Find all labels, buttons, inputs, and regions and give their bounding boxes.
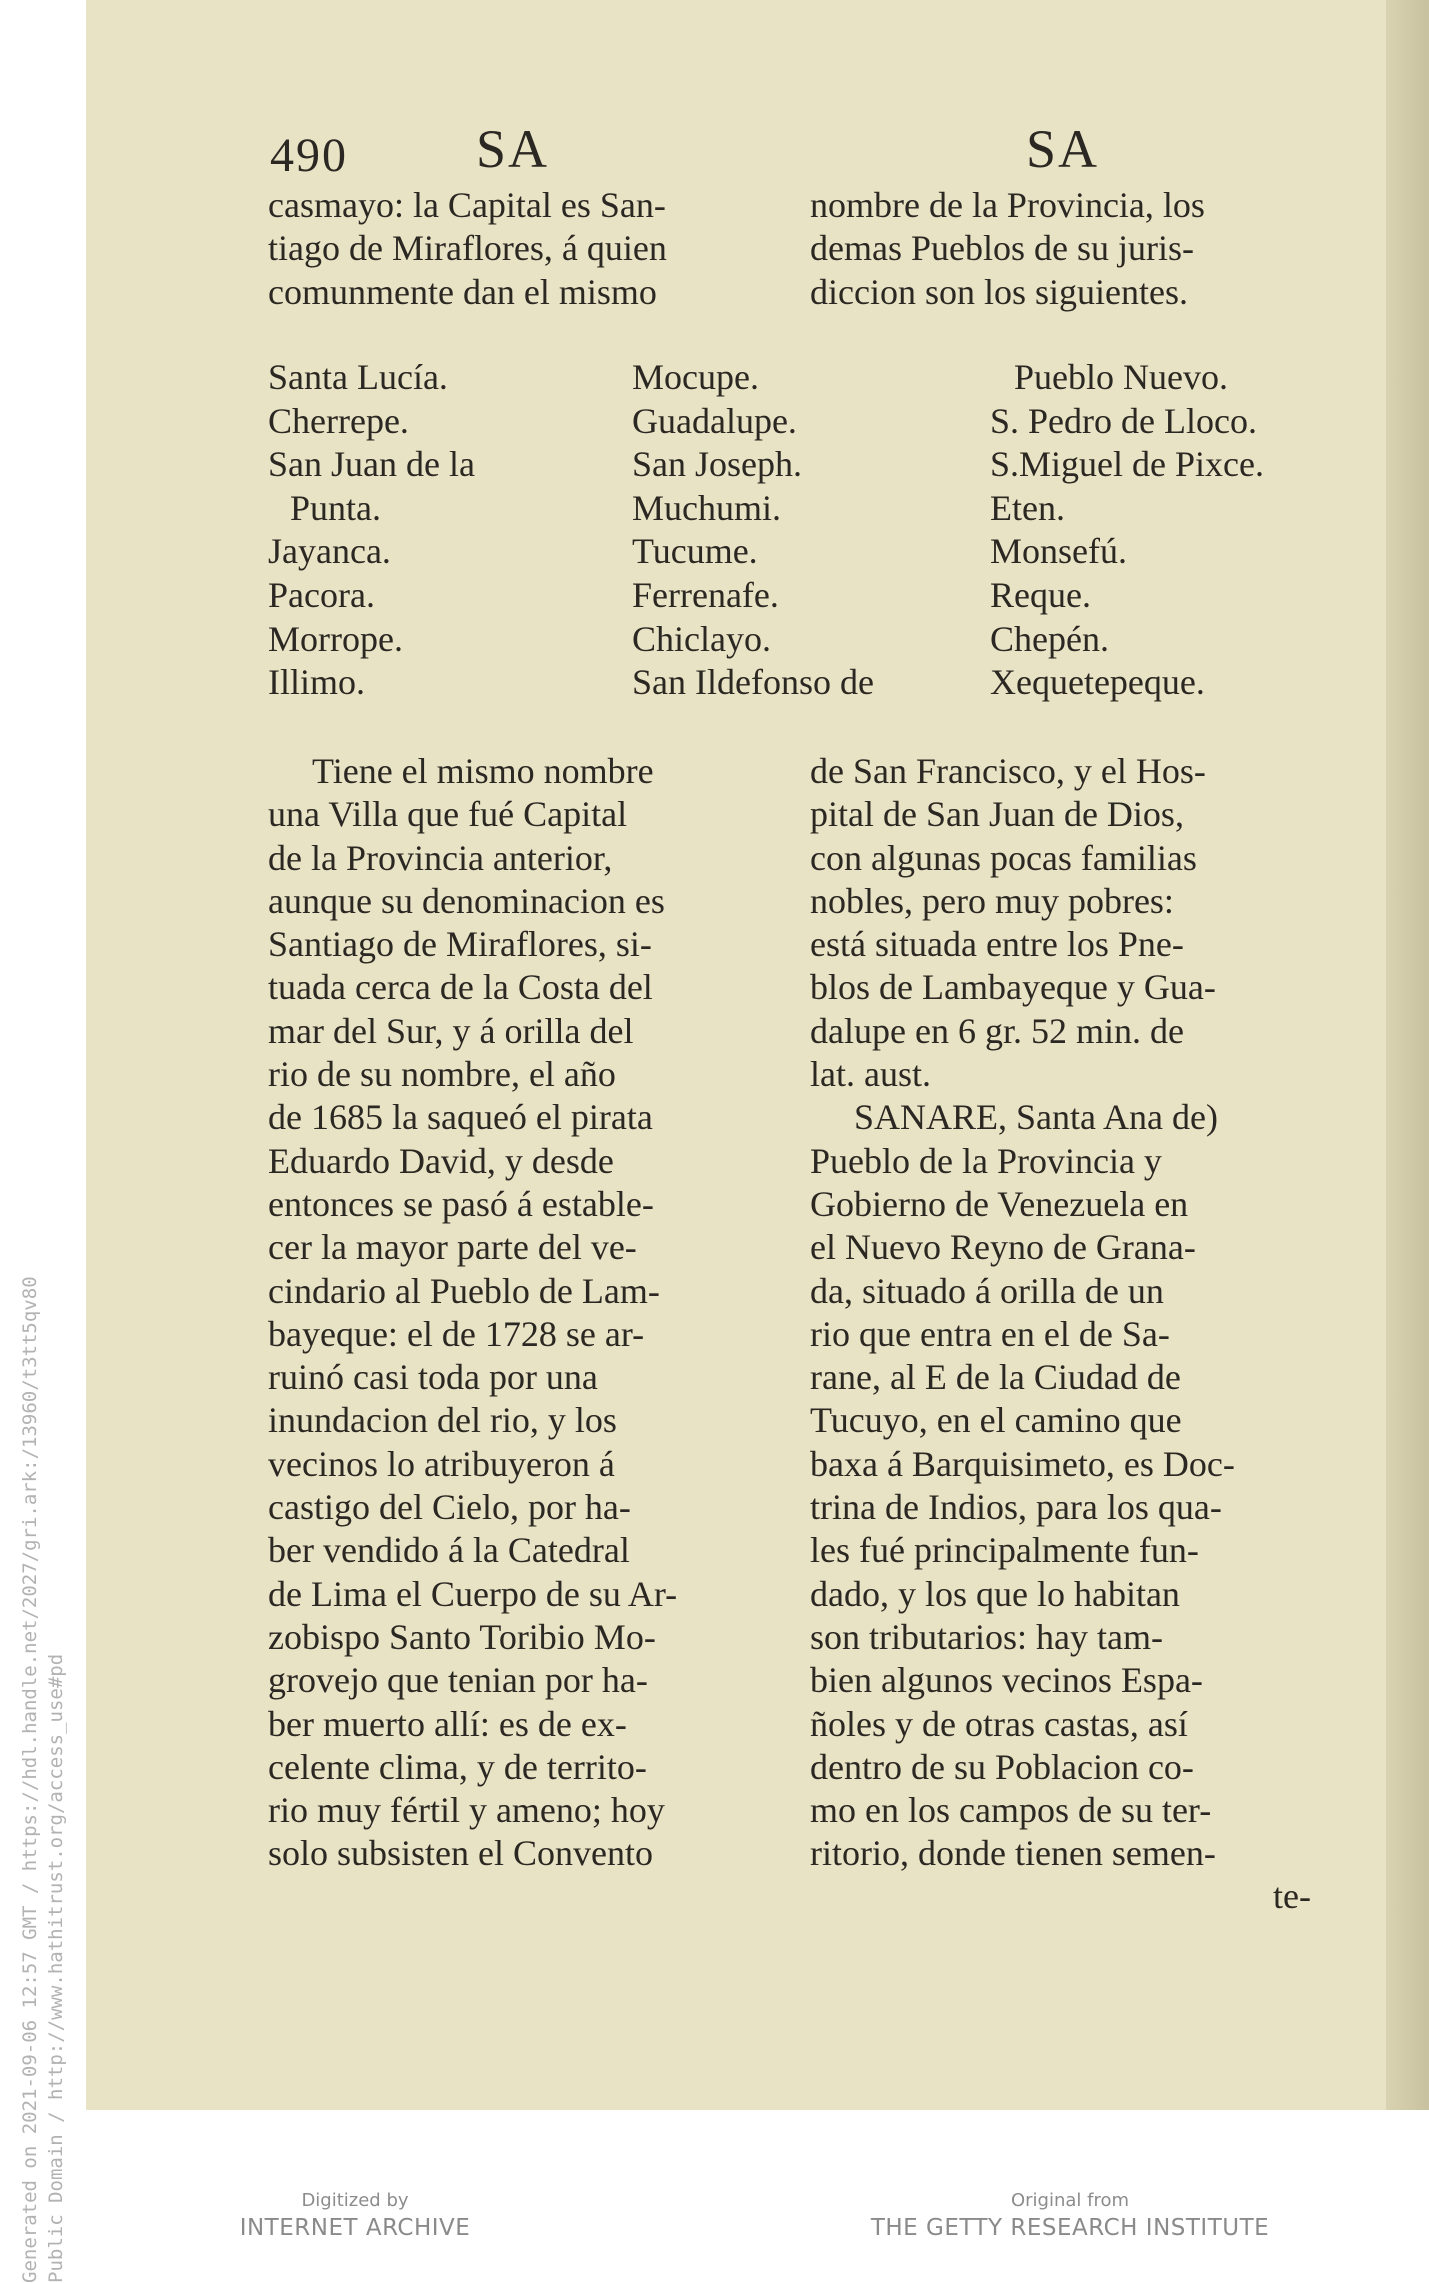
text-line: inundacion del rio, y los bbox=[268, 1400, 617, 1441]
intro-left-column bbox=[268, 184, 768, 314]
text-line: de San Francisco, y el Hos- bbox=[810, 751, 1206, 791]
text-line: celente clima, y de territo- bbox=[268, 1746, 647, 1787]
text-line: aunque su denominacion es bbox=[268, 880, 665, 921]
town-name: San Juan de la bbox=[268, 444, 475, 485]
text-line: dalupe en 6 gr. 52 min. de bbox=[810, 1010, 1184, 1051]
watermark-line-2: Public Domain / http://www.hathitrust.org/access_use#pd bbox=[45, 1653, 67, 2283]
text-line: cer la mayor parte del ve- bbox=[268, 1227, 637, 1268]
text-line: Gobierno de Venezuela en bbox=[810, 1183, 1189, 1224]
text-line: trina de Indios, para los qua- bbox=[810, 1487, 1222, 1528]
watermark-line-1: Generated on 2021-09-06 12:57 GMT / https://hdl.handle.net/2027/gri.ark:/13960/t3tt5qv80 bbox=[19, 1276, 41, 2283]
footer-internet-archive: INTERNET ARCHIVE bbox=[239, 2215, 471, 2241]
text-line: bayeque: el de 1728 se ar- bbox=[268, 1313, 645, 1354]
text-line: les fué principalmente fun- bbox=[810, 1530, 1199, 1571]
side-watermark bbox=[17, 1063, 83, 2283]
text-line: de 1685 la saqueó el pirata bbox=[268, 1097, 653, 1138]
footer-digitized-label: Digitized by bbox=[301, 2190, 409, 2211]
text-line: tiago de Miraflores, á quien bbox=[268, 228, 667, 269]
town-name: Ferrenafe. bbox=[632, 574, 779, 615]
text-line: Eduardo David, y desde bbox=[268, 1140, 614, 1181]
town-name: Santa Lucía. bbox=[268, 357, 448, 397]
running-head-right: SA bbox=[1026, 119, 1100, 179]
text-line: con algunas pocas familias bbox=[810, 837, 1197, 878]
text-line: cindario al Pueblo de Lam- bbox=[268, 1270, 660, 1311]
text-line: rio que entra en el de Sa- bbox=[810, 1313, 1170, 1354]
text-line: casmayo: la Capital es San- bbox=[268, 185, 666, 225]
footer-original-from bbox=[840, 2190, 1300, 2241]
text-line: pital de San Juan de Dios, bbox=[810, 794, 1184, 835]
text-line: dado, y los que lo habitan bbox=[810, 1573, 1180, 1614]
town-list-column-1 bbox=[268, 356, 475, 705]
text-line: zobispo Santo Toribio Mo- bbox=[268, 1616, 656, 1657]
text-line: lat. aust. bbox=[810, 1054, 931, 1095]
footer-original-label: Original from bbox=[1010, 2190, 1130, 2211]
town-name: Illimo. bbox=[268, 662, 365, 703]
text-line: mo en los campos de su ter- bbox=[810, 1790, 1212, 1831]
body-left-column bbox=[268, 750, 768, 1876]
text-line: de Lima el Cuerpo de su Ar- bbox=[268, 1573, 678, 1614]
text-line: ritorio, donde tienen semen- bbox=[810, 1833, 1216, 1874]
town-name: Punta. bbox=[290, 487, 382, 528]
text-line: rane, al E de la Ciudad de bbox=[810, 1357, 1181, 1398]
text-line: rio de su nombre, el año bbox=[268, 1054, 616, 1095]
text-line: Tucuyo, en el camino que bbox=[810, 1400, 1182, 1441]
town-name: Xequetepeque. bbox=[990, 662, 1205, 703]
text-line: da, situado á orilla de un bbox=[810, 1270, 1164, 1311]
text-line: ber muerto allí: es de ex- bbox=[268, 1703, 627, 1744]
text-line: Pueblo de la Provincia y bbox=[810, 1140, 1162, 1181]
text-line: diccion son los siguientes. bbox=[810, 271, 1188, 312]
town-name: Pueblo Nuevo. bbox=[1014, 357, 1228, 397]
town-name: Chiclayo. bbox=[632, 618, 771, 659]
intro-right-column bbox=[810, 184, 1310, 314]
page-number: 490 bbox=[270, 129, 348, 182]
text-line: grovejo que tenian por ha- bbox=[268, 1660, 648, 1701]
text-line: comunmente dan el mismo bbox=[268, 271, 657, 312]
town-name: S. Pedro de Lloco. bbox=[990, 400, 1257, 441]
text-line: tuada cerca de la Costa del bbox=[268, 967, 653, 1008]
running-head-left: SA bbox=[476, 119, 550, 179]
text-line: blos de Lambayeque y Gua- bbox=[810, 967, 1216, 1008]
text-line: vecinos lo atribuyeron á bbox=[268, 1443, 615, 1484]
text-line: castigo del Cielo, por ha- bbox=[268, 1487, 631, 1528]
text-line: mar del Sur, y á orilla del bbox=[268, 1010, 634, 1051]
text-line: ruinó casi toda por una bbox=[268, 1357, 598, 1398]
text-line: de la Provincia anterior, bbox=[268, 837, 613, 878]
body-right-column bbox=[810, 750, 1316, 1876]
town-name: San Ildefonso de bbox=[632, 662, 874, 703]
town-name: Reque. bbox=[990, 574, 1091, 615]
town-name: Cherrepe. bbox=[268, 400, 409, 441]
town-list-column-3 bbox=[990, 356, 1264, 705]
town-name: Jayanca. bbox=[268, 531, 391, 572]
text-line: una Villa que fué Capital bbox=[268, 794, 628, 835]
text-line: bien algunos vecinos Espa- bbox=[810, 1660, 1203, 1701]
town-name: Muchumi. bbox=[632, 487, 781, 528]
catchword: te- bbox=[1273, 1876, 1311, 1916]
text-line: ber vendido á la Catedral bbox=[268, 1530, 630, 1571]
text-line: el Nuevo Reyno de Grana- bbox=[810, 1227, 1196, 1268]
text-line: baxa á Barquisimeto, es Doc- bbox=[810, 1443, 1235, 1484]
text-line: nobles, pero muy pobres: bbox=[810, 880, 1174, 921]
town-name: San Joseph. bbox=[632, 444, 802, 485]
town-name: Chepén. bbox=[990, 618, 1109, 659]
town-name: Eten. bbox=[990, 487, 1065, 528]
town-name: Tucume. bbox=[632, 531, 758, 572]
town-name: Guadalupe. bbox=[632, 400, 797, 441]
text-line: entonces se pasó á estable- bbox=[268, 1183, 654, 1224]
text-line: está situada entre los Pne- bbox=[810, 924, 1184, 965]
footer-getty: THE GETTY RESEARCH INSTITUTE bbox=[870, 2215, 1270, 2241]
text-line: demas Pueblos de su juris- bbox=[810, 228, 1194, 269]
town-name: Mocupe. bbox=[632, 357, 759, 397]
text-line: son tributarios: hay tam- bbox=[810, 1616, 1163, 1657]
town-name: Morrope. bbox=[268, 618, 403, 659]
text-line: nombre de la Provincia, los bbox=[810, 185, 1205, 225]
text-line: dentro de su Poblacion co- bbox=[810, 1746, 1194, 1787]
footer-digitized-by bbox=[180, 2190, 530, 2241]
town-name: Pacora. bbox=[268, 574, 375, 615]
text-line: ñoles y de otras castas, así bbox=[810, 1703, 1188, 1744]
entry-heading-line: SANARE, Santa Ana de) bbox=[854, 1097, 1218, 1138]
town-list-column-2 bbox=[632, 356, 874, 705]
text-line: rio muy fértil y ameno; hoy bbox=[268, 1790, 665, 1831]
town-name: S.Miguel de Pixce. bbox=[990, 444, 1264, 485]
text-line: Tiene el mismo nombre bbox=[312, 751, 654, 791]
town-name: Monsefú. bbox=[990, 531, 1127, 572]
text-line: Santiago de Miraflores, si- bbox=[268, 924, 652, 965]
page-edge bbox=[1386, 0, 1429, 2110]
text-line: solo subsisten el Convento bbox=[268, 1833, 653, 1874]
